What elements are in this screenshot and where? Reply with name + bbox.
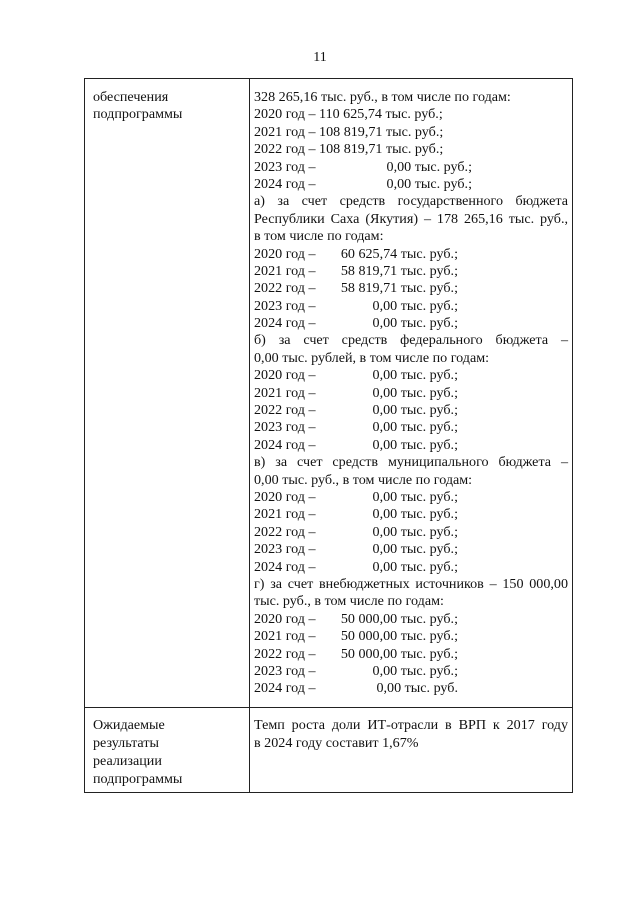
section-a-year-line — [254, 315, 568, 332]
section-g-year-line — [254, 628, 568, 645]
section-b-text: б) за счет средств федерального бюджета – — [254, 332, 568, 349]
year-amount: 58 819,71 тыс. руб.; — [340, 262, 458, 279]
label-line: результаты — [93, 735, 159, 751]
section-g-text: тыс. руб., в том числе по годам: — [254, 593, 444, 610]
label-line: подпрограммы — [93, 106, 183, 123]
label-line: подпрограммы — [93, 771, 183, 787]
year-amount: 0,00 тыс. руб.; — [372, 541, 458, 558]
year-amount: 0,00 тыс. руб.; — [386, 158, 472, 175]
result-text-line: Темп роста доли ИТ-отрасли в ВРП к 2017 году — [254, 717, 568, 733]
year-amount: 0,00 тыс. руб.; — [386, 175, 472, 192]
year-label: 2020 год – — [254, 610, 316, 627]
year-label: 2023 год – — [254, 662, 316, 679]
result-text-line: в 2024 году составит 1,67% — [254, 735, 419, 751]
year-label: 2023 год – — [254, 297, 316, 314]
year-label: 2023 год – — [254, 419, 316, 436]
year-amount: 58 819,71 тыс. руб.; — [340, 280, 458, 297]
row-value-funding — [250, 79, 573, 708]
year-label: 2021 год – — [254, 506, 316, 523]
section-g-year-line — [254, 611, 568, 628]
table-row-funding — [85, 79, 573, 708]
subprogram-passport-table — [84, 78, 573, 793]
section-a-year-line — [254, 280, 568, 297]
year-amount: 50 000,00 тыс. руб.; — [340, 645, 458, 662]
year-amount: 0,00 тыс. руб.; — [372, 297, 458, 314]
section-b-year-line — [254, 437, 568, 454]
page-number: 11 — [313, 50, 327, 65]
section-g-year-line — [254, 680, 568, 697]
year-amount: 60 625,74 тыс. руб.; — [340, 245, 458, 262]
total-year-line: 2020 год – 110 625,74 тыс. руб.; — [254, 106, 443, 123]
row-label-expected-results — [85, 708, 250, 793]
year-amount: 0,00 тыс. руб.; — [372, 506, 458, 523]
section-v-year-line — [254, 541, 568, 558]
section-v-year-line — [254, 559, 568, 576]
year-label: 2024 год – — [254, 436, 316, 453]
year-amount: 0,00 тыс. руб.; — [372, 523, 458, 540]
section-a-year-line — [254, 298, 568, 315]
year-label: 2024 год – — [254, 558, 316, 575]
year-amount: 0,00 тыс. руб.; — [372, 402, 458, 419]
year-label: 2024 год – — [254, 680, 316, 697]
year-label: 2023 год – — [254, 158, 316, 175]
total-amount-text: 328 265,16 тыс. руб., в том числе по годам: — [254, 89, 511, 105]
section-b-text: 0,00 тыс. рублей, в том числе по годам: — [254, 349, 490, 366]
label-line: обеспечения — [93, 89, 169, 105]
total-year-line — [254, 176, 568, 193]
year-label: 2024 год – — [254, 175, 316, 192]
section-g-year-line — [254, 646, 568, 663]
year-label: 2022 год – — [254, 402, 316, 419]
year-amount: 0,00 тыс. руб.; — [372, 436, 458, 453]
year-label: 2022 год – — [254, 523, 316, 540]
year-amount: 50 000,00 тыс. руб.; — [340, 610, 458, 627]
year-amount: 0,00 тыс. руб.; — [372, 662, 458, 679]
section-v-text: в) за счет средств муниципального бюджета – — [254, 454, 568, 471]
section-a-year-line — [254, 263, 568, 280]
section-a-text: Республики Саха (Якутия) – 178 265,16 тыс. руб., — [254, 210, 568, 227]
table-row-expected-results — [85, 708, 573, 793]
year-label: 2024 год – — [254, 315, 316, 332]
section-v-year-line — [254, 489, 568, 506]
section-g-text: г) за счет внебюджетных источников – 150 000,00 — [254, 575, 568, 592]
year-label: 2022 год – — [254, 645, 316, 662]
row-label-funding — [85, 79, 250, 708]
label-line: реализации — [93, 753, 162, 769]
year-amount: 50 000,00 тыс. руб.; — [340, 628, 458, 645]
year-label: 2021 год – — [254, 262, 316, 279]
row-value-expected-results — [250, 708, 573, 793]
total-year-line: 2022 год – 108 819,71 тыс. руб.; — [254, 141, 444, 158]
section-a-text: в том числе по годам: — [254, 228, 384, 245]
label-line: Ожидаемые — [93, 717, 165, 733]
year-amount: 0,00 тыс. руб.; — [372, 558, 458, 575]
year-label: 2020 год – — [254, 367, 316, 384]
section-g-year-line — [254, 663, 568, 680]
year-amount: 0,00 тыс. руб.; — [372, 315, 458, 332]
year-amount: 0,00 тыс. руб. — [376, 680, 458, 697]
year-label: 2023 год – — [254, 541, 316, 558]
year-amount: 0,00 тыс. руб.; — [372, 384, 458, 401]
total-year-line: 2021 год – 108 819,71 тыс. руб.; — [254, 123, 444, 140]
year-label: 2020 год – — [254, 488, 316, 505]
section-a-year-line — [254, 246, 568, 263]
section-b-year-line — [254, 385, 568, 402]
section-b-year-line — [254, 419, 568, 436]
year-label: 2021 год – — [254, 384, 316, 401]
year-amount: 0,00 тыс. руб.; — [372, 488, 458, 505]
year-amount: 0,00 тыс. руб.; — [372, 367, 458, 384]
year-label: 2020 год – — [254, 245, 316, 262]
section-b-year-line — [254, 402, 568, 419]
section-a-text: а) за счет средств государственного бюджета — [254, 193, 568, 210]
year-label: 2022 год – — [254, 280, 316, 297]
section-v-year-line — [254, 524, 568, 541]
section-v-year-line — [254, 506, 568, 523]
section-b-year-line — [254, 367, 568, 384]
total-year-line — [254, 159, 568, 176]
year-label: 2021 год – — [254, 628, 316, 645]
year-amount: 0,00 тыс. руб.; — [372, 419, 458, 436]
section-v-text: 0,00 тыс. руб., в том числе по годам: — [254, 471, 473, 488]
